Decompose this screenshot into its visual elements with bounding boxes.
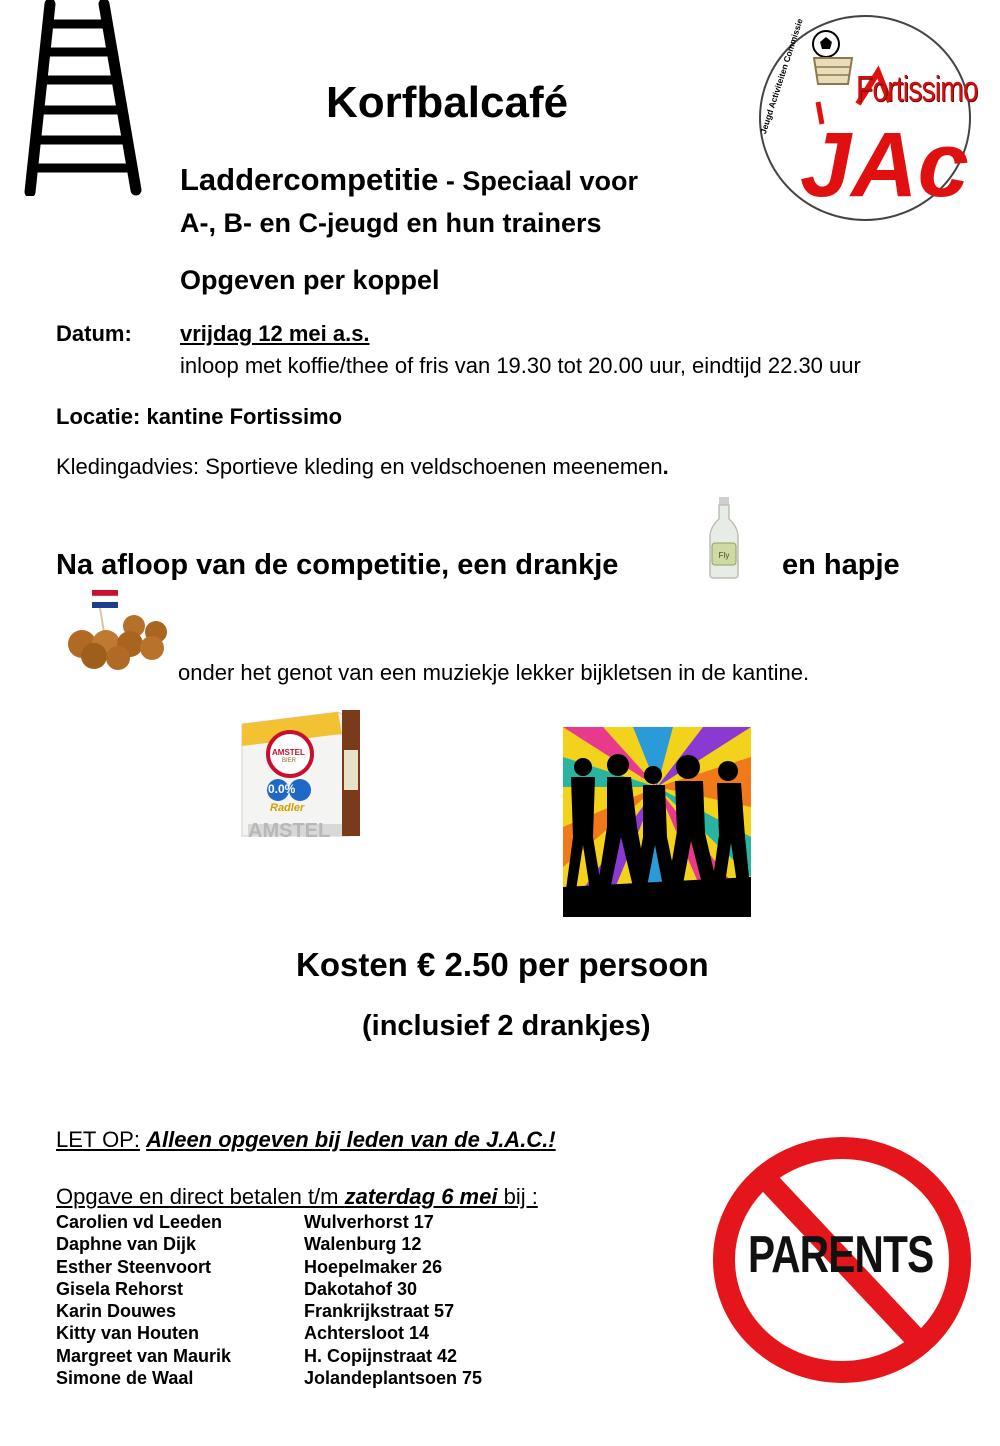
subtitle-main: Laddercompetitie <box>180 162 439 197</box>
bottle-icon <box>706 495 742 579</box>
signup-line: Opgave en direct betalen t/m zaterdag 6 mei bij : <box>56 1184 538 1209</box>
contact-name: Simone de Waal <box>56 1368 194 1389</box>
svg-text:Fly: Fly <box>718 551 730 560</box>
contact-name: Karin Douwes <box>56 1301 177 1322</box>
contact-address: Frankrijkstraat 57 <box>304 1301 455 1322</box>
location: Locatie: kantine Fortissimo <box>56 404 343 429</box>
time-info: inloop met koffie/thee of fris van 19.30 tot 20.00 uur, eindtijd 22.30 uur <box>180 353 861 378</box>
logo-ring-text: Jeugd Activiteiten Commissie <box>758 17 805 136</box>
no-parents-text: PARENTS <box>748 1226 934 1284</box>
contact-name: Gisela Rehorst <box>56 1278 184 1299</box>
contact-address: Hoepelmaker 26 <box>304 1256 443 1277</box>
contact-name: Esther Steenvoort <box>56 1256 212 1277</box>
logo-club-name: Fortissimo <box>856 68 978 109</box>
snack-text: en hapje <box>782 549 900 581</box>
beer-zero: 0.0% <box>268 782 296 796</box>
signup-note: Opgeven per koppel <box>180 265 440 295</box>
logo-letters: JAc <box>800 114 969 216</box>
bitterballen-icon <box>58 582 178 674</box>
drink-text: Na afloop van de competitie, een drankje <box>56 549 619 581</box>
beer-pack-image <box>238 704 366 840</box>
subtitle <box>180 162 638 198</box>
jac-fortissimo-logo <box>756 12 978 224</box>
clothing-advice: Kledingadvies: Sportieve kleding en veldschoenen meenemen. <box>56 454 669 479</box>
subtitle-rest: - Speciaal voor <box>438 166 638 196</box>
cost-note: (inclusief 2 drankjes) <box>362 1010 651 1042</box>
contact-names <box>56 1211 231 1389</box>
contact-address: H. Copijnstraat 42 <box>304 1345 458 1366</box>
date-label: Datum: <box>56 321 132 346</box>
beer-sub: BIER <box>282 758 297 764</box>
subtitle-line2: A-, B- en C-jeugd en hun trainers <box>180 208 602 238</box>
contact-address: Dakotahof 30 <box>304 1278 418 1299</box>
date-value: vrijdag 12 mei a.s. <box>180 321 370 346</box>
page-title: Korfbalcafé <box>326 78 569 127</box>
no-parents-sign <box>712 1137 972 1383</box>
contact-address: Achtersloot 14 <box>304 1323 430 1344</box>
contact-name: Kitty van Houten <box>56 1323 200 1344</box>
contact-address: Wulverhorst 17 <box>304 1212 434 1232</box>
contact-name: Carolien vd Leeden <box>56 1212 223 1232</box>
beer-brand: AMSTEL <box>272 748 305 757</box>
let-op-line: LET OP: Alleen opgeven bij leden van de J.A.C.! <box>56 1127 556 1152</box>
contact-address: Walenburg 12 <box>304 1234 422 1255</box>
contact-addresses <box>304 1211 482 1389</box>
beer-pack-brand: AMSTEL <box>248 820 331 842</box>
ladder-icon <box>16 0 144 196</box>
cost-line: Kosten € 2.50 per persoon <box>296 946 709 983</box>
music-text: onder het genot van een muziekje lekker bijkletsen in de kantine. <box>178 660 810 685</box>
beer-radler: Radler <box>270 802 305 814</box>
contact-address: Jolandeplantsoen 75 <box>304 1368 483 1389</box>
contact-name: Daphne van Dijk <box>56 1234 197 1255</box>
disco-dancers-image <box>563 727 751 917</box>
contact-name: Margreet van Maurik <box>56 1345 232 1366</box>
